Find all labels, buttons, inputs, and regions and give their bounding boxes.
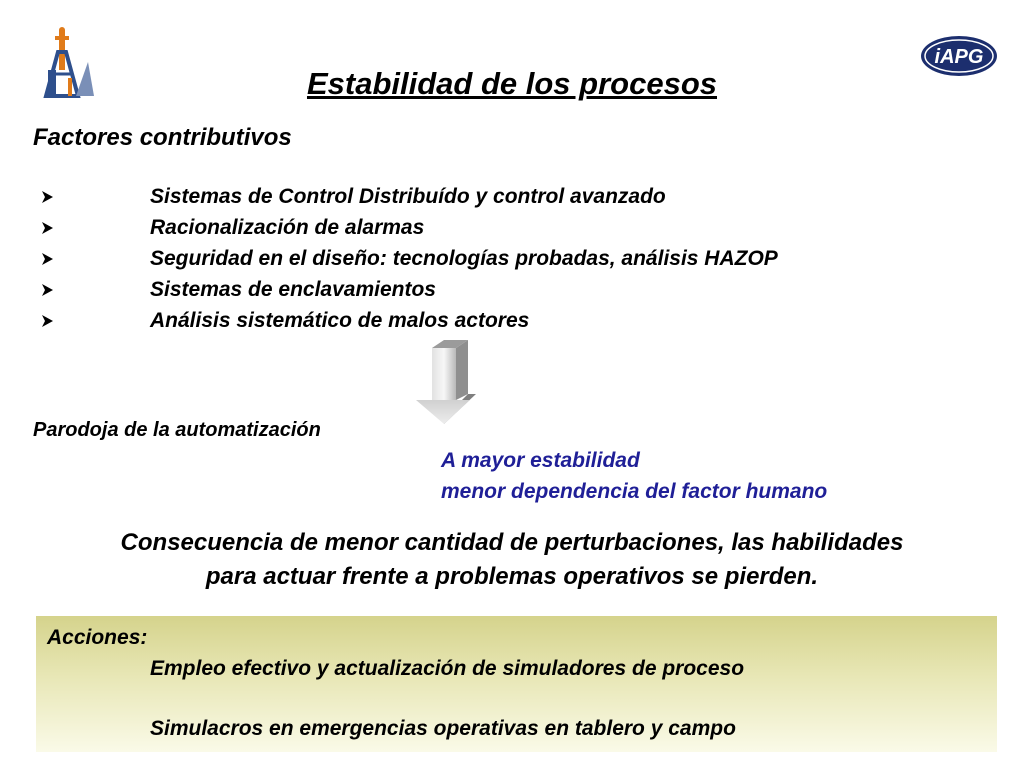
section-subtitle: Factores contributivos: [33, 124, 292, 151]
paradox-line-1: A mayor estabilidad: [441, 449, 640, 472]
arrowhead-bullet-icon: [40, 314, 150, 328]
consequence-line-1: Consecuencia de menor cantidad de perturbaciones, las habilidades: [120, 529, 904, 556]
list-item-text: Sistemas de enclavamientos: [150, 277, 436, 301]
list-item: [40, 213, 940, 244]
paradox-heading: Parodoja de la automatización: [33, 419, 321, 441]
list-item-text: Análisis sistemático de malos actores: [150, 308, 530, 332]
action-item: Empleo efectivo y actualización de simuladores de proceso: [150, 657, 745, 680]
action-item: Simulacros en emergencias operativas en tablero y campo: [150, 717, 736, 740]
list-item-text: Seguridad en el diseño: tecnologías probadas, análisis HAZOP: [150, 246, 778, 270]
list-item: [40, 274, 940, 305]
page-title: Estabilidad de los procesos: [306, 66, 717, 101]
iapg-logo-text: iAPG: [934, 46, 984, 68]
down-arrow-icon: [414, 338, 476, 426]
arrowhead-bullet-icon: [40, 252, 150, 266]
paradox-line-2: menor dependencia del factor humano: [441, 480, 828, 503]
actions-label: Acciones:: [47, 626, 148, 649]
consequence-line-2: para actuar frente a problemas operativos se pierden.: [205, 563, 819, 590]
factor-list: [40, 182, 940, 336]
arrowhead-bullet-icon: [40, 283, 150, 297]
list-item: [40, 182, 940, 213]
list-item-text: Sistemas de Control Distribuído y control avanzado: [150, 185, 666, 209]
list-item: [40, 244, 940, 275]
list-item: [40, 305, 940, 336]
actions-box: [36, 616, 997, 752]
list-item-text: Racionalización de alarmas: [150, 216, 425, 240]
arrowhead-bullet-icon: [40, 221, 150, 235]
arrowhead-bullet-icon: [40, 190, 150, 204]
consequence-statement: [20, 526, 1004, 594]
